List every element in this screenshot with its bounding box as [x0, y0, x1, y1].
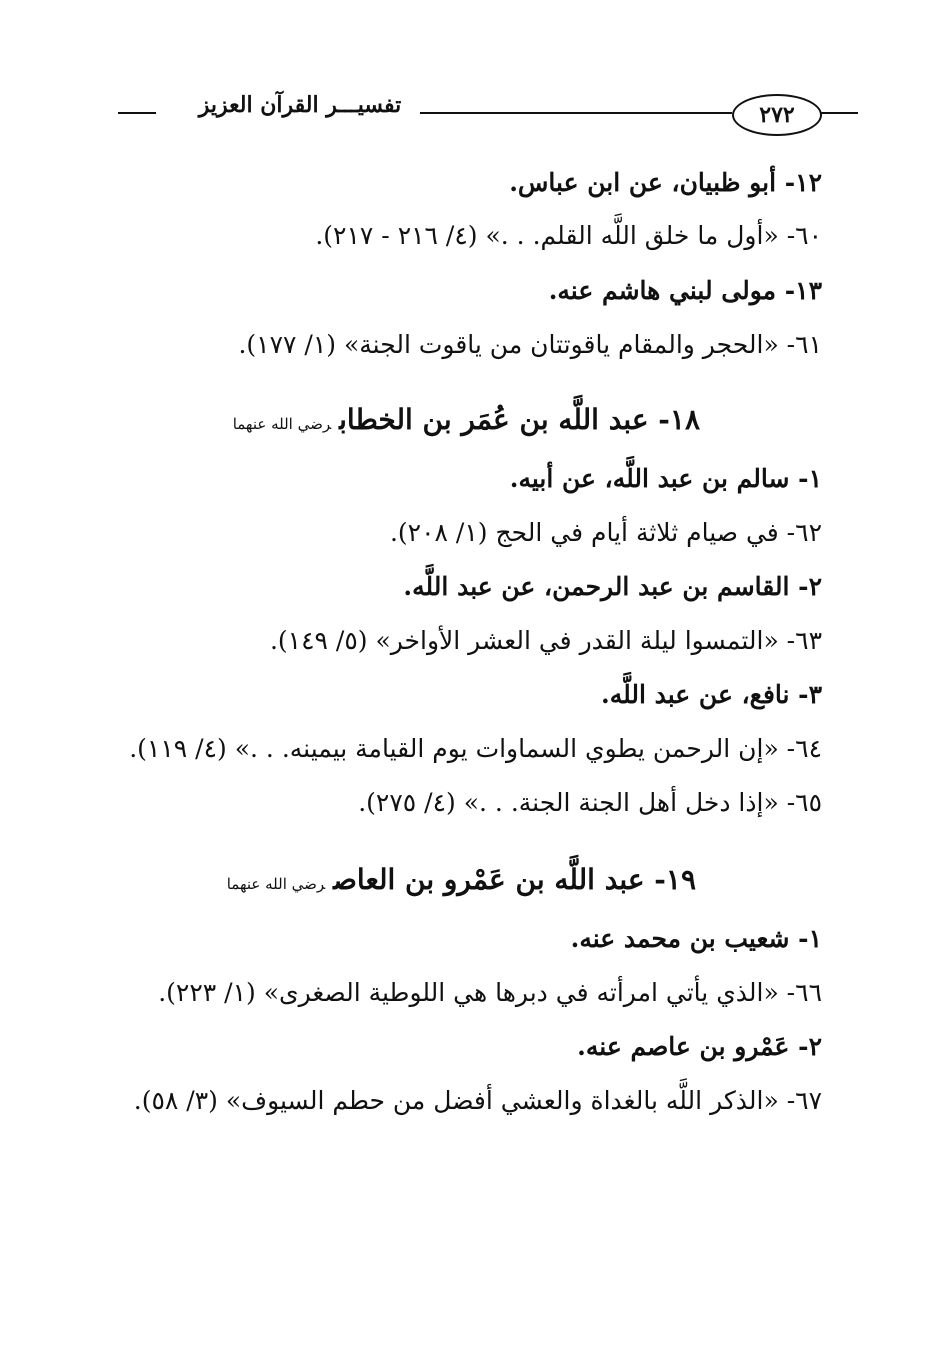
header-rule-left: [118, 112, 156, 114]
narrator-line: ٢- عَمْرو بن عاصم عنه.: [577, 1032, 822, 1061]
hadith-line: ٦٤- «إن الرحمن يطوي السماوات يوم القيامة بيمينه. . .» (٤/ ١١٩).: [129, 734, 822, 763]
section-heading-text: ١٩- عبد اللَّه بن عَمْرو بن العاص: [333, 863, 696, 896]
hadith-line: ٦٥- «إذا دخل أهل الجنة الجنة. . .» (٤/ ٢٧٥).: [358, 788, 822, 817]
running-header-title: تفسيـــر القرآن العزيز: [198, 92, 402, 118]
hadith-line: ٦٠- «أول ما خلق اللَّه القلم. . .» (٤/ ٢١٦ - ٢١٧).: [315, 221, 822, 250]
section-heading: [233, 400, 700, 444]
hadith-line: ٦٣- «التمسوا ليلة القدر في العشر الأواخر» (٥/ ١٤٩).: [269, 626, 822, 655]
section-heading: [227, 860, 696, 904]
header-rule-middle: [420, 112, 732, 114]
hadith-line: ٦٢- في صيام ثلاثة أيام في الحج (١/ ٢٠٨).: [389, 518, 822, 547]
honorific-glyph: رضي الله عنهما: [232, 415, 332, 433]
hadith-line: ٦١- «الحجر والمقام ياقوتتان من ياقوت الجنة» (١/ ١٧٧).: [238, 330, 822, 359]
honorific-glyph: رضي الله عنهما: [226, 875, 326, 893]
narrator-line: ١٢- أبو ظبيان، عن ابن عباس.: [509, 168, 822, 197]
narrator-line: ٣- نافع، عن عبد اللَّه.: [600, 680, 822, 709]
narrator-line: ١- شعيب بن محمد عنه.: [570, 924, 822, 953]
narrator-line: ٢- القاسم بن عبد الرحمن، عن عبد اللَّه.: [403, 572, 822, 601]
narrator-line: ١- سالم بن عبد اللَّه، عن أبيه.: [509, 464, 822, 493]
section-heading-text: ١٨- عبد اللَّه بن عُمَر بن الخطاب: [339, 403, 700, 436]
hadith-line: ٦٧- «الذكر اللَّه بالغداة والعشي أفضل من حطم السيوف» (٣/ ٥٨).: [133, 1086, 822, 1115]
hadith-line: ٦٦- «الذي يأتي امرأته في دبرها هي اللوطية الصغرى» (١/ ٢٢٣).: [158, 978, 822, 1007]
page-number: ٢٧٢: [732, 94, 822, 136]
header-rule-right: [820, 112, 858, 114]
narrator-line: ١٣- مولى لبني هاشم عنه.: [548, 276, 822, 305]
